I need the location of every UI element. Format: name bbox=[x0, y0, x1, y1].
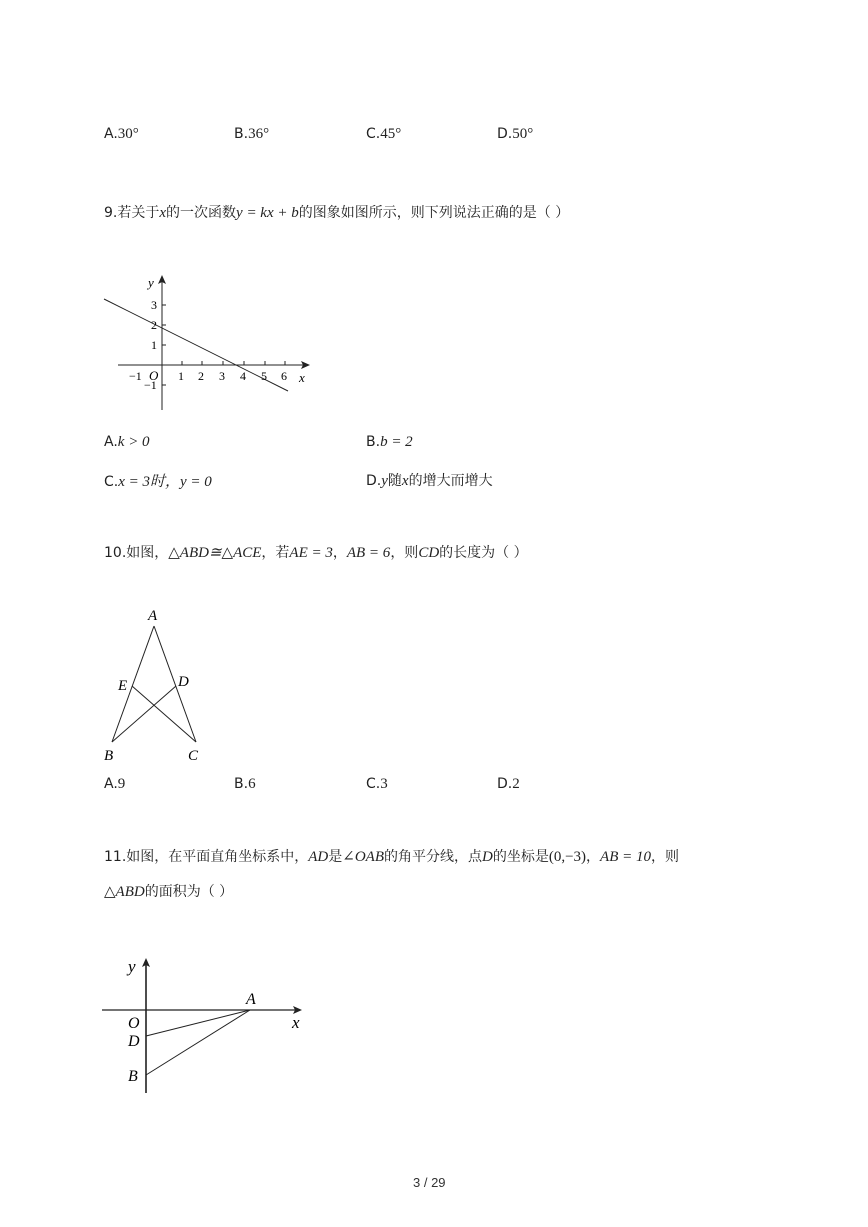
q10-option-a bbox=[104, 776, 125, 793]
q9-stem-mid: 的一次函数 bbox=[166, 205, 237, 221]
q11-line1-prefix: 11.如图，在平面直角坐标系中， bbox=[104, 849, 309, 865]
q9-y-tick-3: 3 bbox=[151, 298, 157, 312]
q11-label-b: B bbox=[128, 1068, 138, 1085]
q11-ab: AB = 10 bbox=[600, 849, 651, 865]
q10-congruence: △ABD≅△ACE bbox=[168, 545, 262, 561]
q11-label-a: A bbox=[246, 991, 256, 1008]
q10-label-d: D bbox=[178, 674, 189, 690]
q8-option-c-value: 45° bbox=[380, 126, 402, 142]
q9-y-label: y bbox=[148, 275, 154, 290]
q9-y-tick-1: 1 bbox=[151, 338, 157, 352]
q9-option-a-value: k > 0 bbox=[117, 434, 150, 450]
q10-target: CD bbox=[418, 545, 440, 561]
q10-sep: ， bbox=[332, 545, 347, 561]
q10-figure bbox=[100, 602, 220, 767]
q11-triangle: △ABD bbox=[104, 884, 145, 900]
q10-option-c-label: C. bbox=[366, 776, 381, 792]
q8-option-c bbox=[366, 126, 401, 143]
q10-label-c: C bbox=[188, 748, 199, 764]
q9-option-a-label: A. bbox=[104, 434, 118, 450]
q10-option-b-value: 6 bbox=[248, 776, 256, 792]
q9-stem bbox=[104, 202, 569, 222]
q9-x-tick-4: 4 bbox=[240, 369, 246, 383]
q10-option-a-label: A. bbox=[104, 776, 118, 792]
q9-graph bbox=[96, 270, 321, 415]
q11-line1-mid: 是 bbox=[328, 849, 343, 865]
q10-option-b-label: B. bbox=[234, 776, 249, 792]
q9-option-d-x: x bbox=[401, 473, 409, 489]
q10-option-d bbox=[497, 776, 520, 793]
q10-stem-prefix: 10.如图， bbox=[104, 545, 169, 561]
q10-stem-suffix: 的长度为（ ） bbox=[439, 545, 528, 561]
q11-label-d: D bbox=[128, 1033, 140, 1050]
q8-option-c-label: C. bbox=[366, 126, 381, 142]
q11-origin-label: O bbox=[128, 1015, 140, 1032]
q9-option-b bbox=[366, 434, 413, 451]
q9-x-label: x bbox=[299, 370, 305, 385]
q8-option-d-value: 50° bbox=[512, 126, 534, 142]
q10-stem bbox=[104, 542, 528, 562]
q9-x-tick-5: 5 bbox=[261, 369, 267, 383]
q9-stem-prefix: 9.若关于 bbox=[104, 205, 160, 221]
q10-cond1: AE = 3 bbox=[289, 545, 333, 561]
q9-x-tick-3: 3 bbox=[219, 369, 225, 383]
q10-option-d-label: D. bbox=[497, 776, 513, 792]
q11-figure bbox=[100, 950, 315, 1100]
q10-stem-tail-prefix: ，则 bbox=[390, 545, 419, 561]
q10-option-d-value: 2 bbox=[512, 776, 520, 792]
q11-y-label: y bbox=[128, 957, 136, 976]
q10-option-c-value: 3 bbox=[380, 776, 388, 792]
q10-option-b bbox=[234, 776, 256, 793]
q11-line1-mid2: 的角平分线，点 bbox=[384, 849, 482, 865]
q9-function: y = kx + b bbox=[236, 205, 299, 221]
q8-option-a-value: 30° bbox=[117, 126, 139, 142]
q9-y-tick-neg1: −1 bbox=[144, 378, 157, 392]
q9-origin-label: O bbox=[149, 368, 159, 383]
q9-option-d bbox=[366, 470, 493, 490]
q8-option-d-label: D. bbox=[497, 126, 513, 142]
q8-option-a bbox=[104, 126, 139, 143]
q8-option-a-label: A. bbox=[104, 126, 118, 142]
q9-x-tick-6: 6 bbox=[281, 369, 287, 383]
q9-option-d-tail: 的增大而增大 bbox=[408, 473, 493, 489]
q9-y-tick-2: 2 bbox=[151, 318, 157, 332]
q8-option-b bbox=[234, 126, 269, 143]
q11-stem-line2 bbox=[104, 881, 233, 901]
q9-option-b-value: b = 2 bbox=[380, 434, 413, 450]
q10-stem-mid: ，若 bbox=[261, 545, 290, 561]
q9-option-d-y: y bbox=[381, 473, 388, 489]
q11-segment-ab bbox=[146, 1010, 250, 1075]
q9-option-c-value: x = 3时，y = 0 bbox=[118, 474, 212, 490]
q9-x-tick-neg1: −1 bbox=[129, 369, 142, 383]
q10-label-a: A bbox=[148, 608, 158, 624]
q9-option-d-label: D. bbox=[366, 473, 382, 489]
q10-segment-ce bbox=[132, 686, 196, 742]
q8-option-b-value: 36° bbox=[248, 126, 270, 142]
q11-segment-ad bbox=[146, 1010, 250, 1036]
q9-option-a bbox=[104, 434, 150, 451]
q11-line1-mid3: 的坐标是 bbox=[492, 849, 549, 865]
q10-option-a-value: 9 bbox=[117, 776, 126, 792]
q9-var-x: x bbox=[159, 205, 167, 221]
q8-option-d bbox=[497, 126, 533, 143]
q8-option-b-label: B. bbox=[234, 126, 249, 142]
q9-stem-suffix: 的图象如图所示，则下列说法正确的是（ ） bbox=[298, 205, 570, 221]
q9-x-tick-1: 1 bbox=[178, 369, 184, 383]
page-number: 3 / 29 bbox=[413, 1175, 446, 1190]
q11-stem-line1 bbox=[104, 846, 679, 866]
q9-option-d-mid: 随 bbox=[387, 473, 402, 489]
q10-label-b: B bbox=[104, 748, 114, 764]
q9-option-b-label: B. bbox=[366, 434, 381, 450]
q11-coord: (0,−3) bbox=[548, 849, 587, 865]
q10-segment-bd bbox=[112, 686, 176, 742]
q11-point-d: D bbox=[482, 849, 493, 865]
q10-cond2: AB = 6 bbox=[346, 545, 391, 561]
q11-line1-sep: ， bbox=[586, 849, 601, 865]
q10-segment-ac bbox=[154, 626, 196, 742]
q9-option-c bbox=[104, 470, 212, 491]
q11-x-label: x bbox=[292, 1013, 300, 1032]
q11-line1-tail: ，则 bbox=[651, 849, 679, 865]
q10-label-e: E bbox=[118, 678, 128, 694]
q10-option-c bbox=[366, 776, 388, 793]
q11-line2-tail: 的面积为（ ） bbox=[144, 884, 234, 900]
q11-angle: ∠OAB bbox=[342, 849, 384, 865]
q9-option-c-label: C. bbox=[104, 474, 119, 490]
q9-x-tick-2: 2 bbox=[198, 369, 204, 383]
q11-ad: AD bbox=[308, 849, 329, 865]
